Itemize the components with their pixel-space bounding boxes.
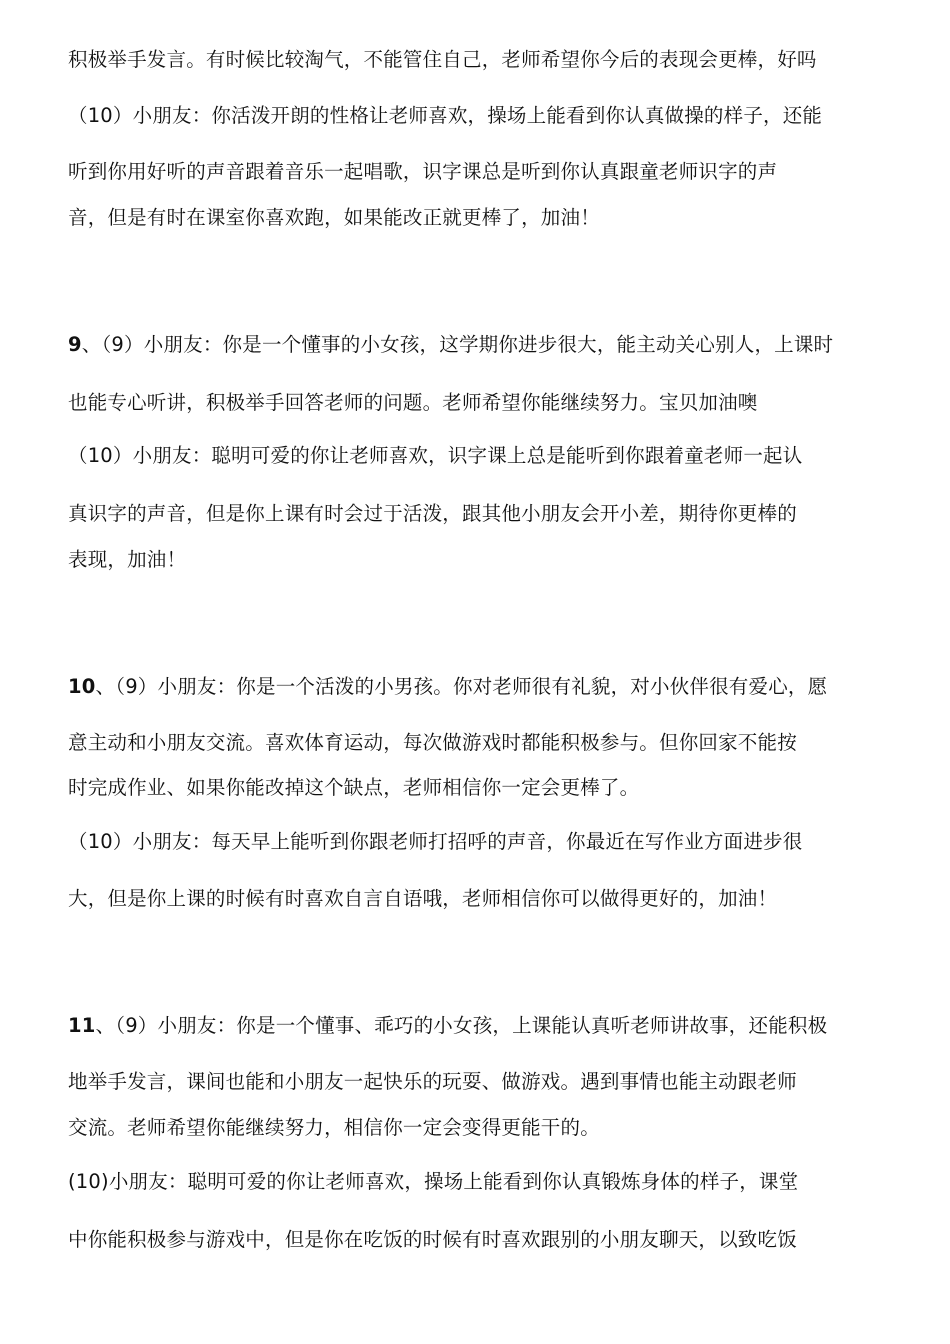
text-line: 真识字的声音，但是你上课有时会过于活泼，跟其他小朋友会开小差，期待你更棒的: [68, 502, 797, 525]
text-line: （10）小朋友：每天早上能听到你跟老师打招呼的声音，你最近在写作业方面进步很: [68, 830, 803, 853]
item-number: 10: [68, 675, 96, 698]
text-line: (10)小朋友：聪明可爱的你让老师喜欢，操场上能看到你认真锻炼身体的样子，课堂: [68, 1170, 799, 1193]
text-line: 时完成作业、如果你能改掉这个缺点，老师相信你一定会更棒了。: [68, 776, 640, 799]
text-line: 大，但是你上课的时候有时喜欢自言自语哦，老师相信你可以做得更好的，加油！: [68, 887, 778, 910]
item-11-first-line: [68, 1011, 888, 1041]
text-line: 表现，加油！: [68, 548, 187, 571]
text-line: 积极举手发言。有时候比较淘气，不能管住自己，老师希望你今后的表现会更棒，好吗: [68, 48, 817, 71]
text-line: 音，但是有时在课室你喜欢跑，如果能改正就更棒了，加油！: [68, 206, 600, 229]
text-line: 、（9）小朋友：你是一个活泼的小男孩。你对老师很有礼貌，对小伙伴很有爱心，愿: [95, 675, 828, 698]
text-line: 也能专心听讲，积极举手回答老师的问题。老师希望你能继续努力。宝贝加油噢: [68, 391, 758, 414]
text-line: 地举手发言，课间也能和小朋友一起快乐的玩耍、做游戏。遇到事情也能主动跟老师: [68, 1070, 797, 1093]
text-line: 意主动和小朋友交流。喜欢体育运动，每次做游戏时都能积极参与。但你回家不能按: [68, 731, 797, 754]
text-line: 听到你用好听的声音跟着音乐一起唱歌，识字课总是听到你认真跟童老师识字的声: [68, 160, 778, 183]
item-number: 9: [68, 333, 82, 356]
text-line: 交流。老师希望你能继续努力，相信你一定会变得更能干的。: [68, 1116, 600, 1139]
text-line: （10）小朋友：你活泼开朗的性格让老师喜欢，操场上能看到你认真做操的样子，还能: [68, 104, 823, 127]
item-10-first-line: [68, 672, 888, 702]
item-9-first-line: [68, 330, 888, 360]
text-line: （10）小朋友：聪明可爱的你让老师喜欢，识字课上总是能听到你跟着童老师一起认: [68, 444, 803, 467]
text-line: 、（9）小朋友：你是一个懂事的小女孩，这学期你进步很大，能主动关心别人，上课时: [81, 333, 834, 356]
text-line: 、（9）小朋友：你是一个懂事、乖巧的小女孩，上课能认真听老师讲故事，还能积极: [95, 1014, 828, 1037]
item-number: 11: [68, 1014, 96, 1037]
text-line: 中你能积极参与游戏中，但是你在吃饭的时候有时喜欢跟别的小朋友聊天，以致吃饭: [68, 1228, 797, 1251]
